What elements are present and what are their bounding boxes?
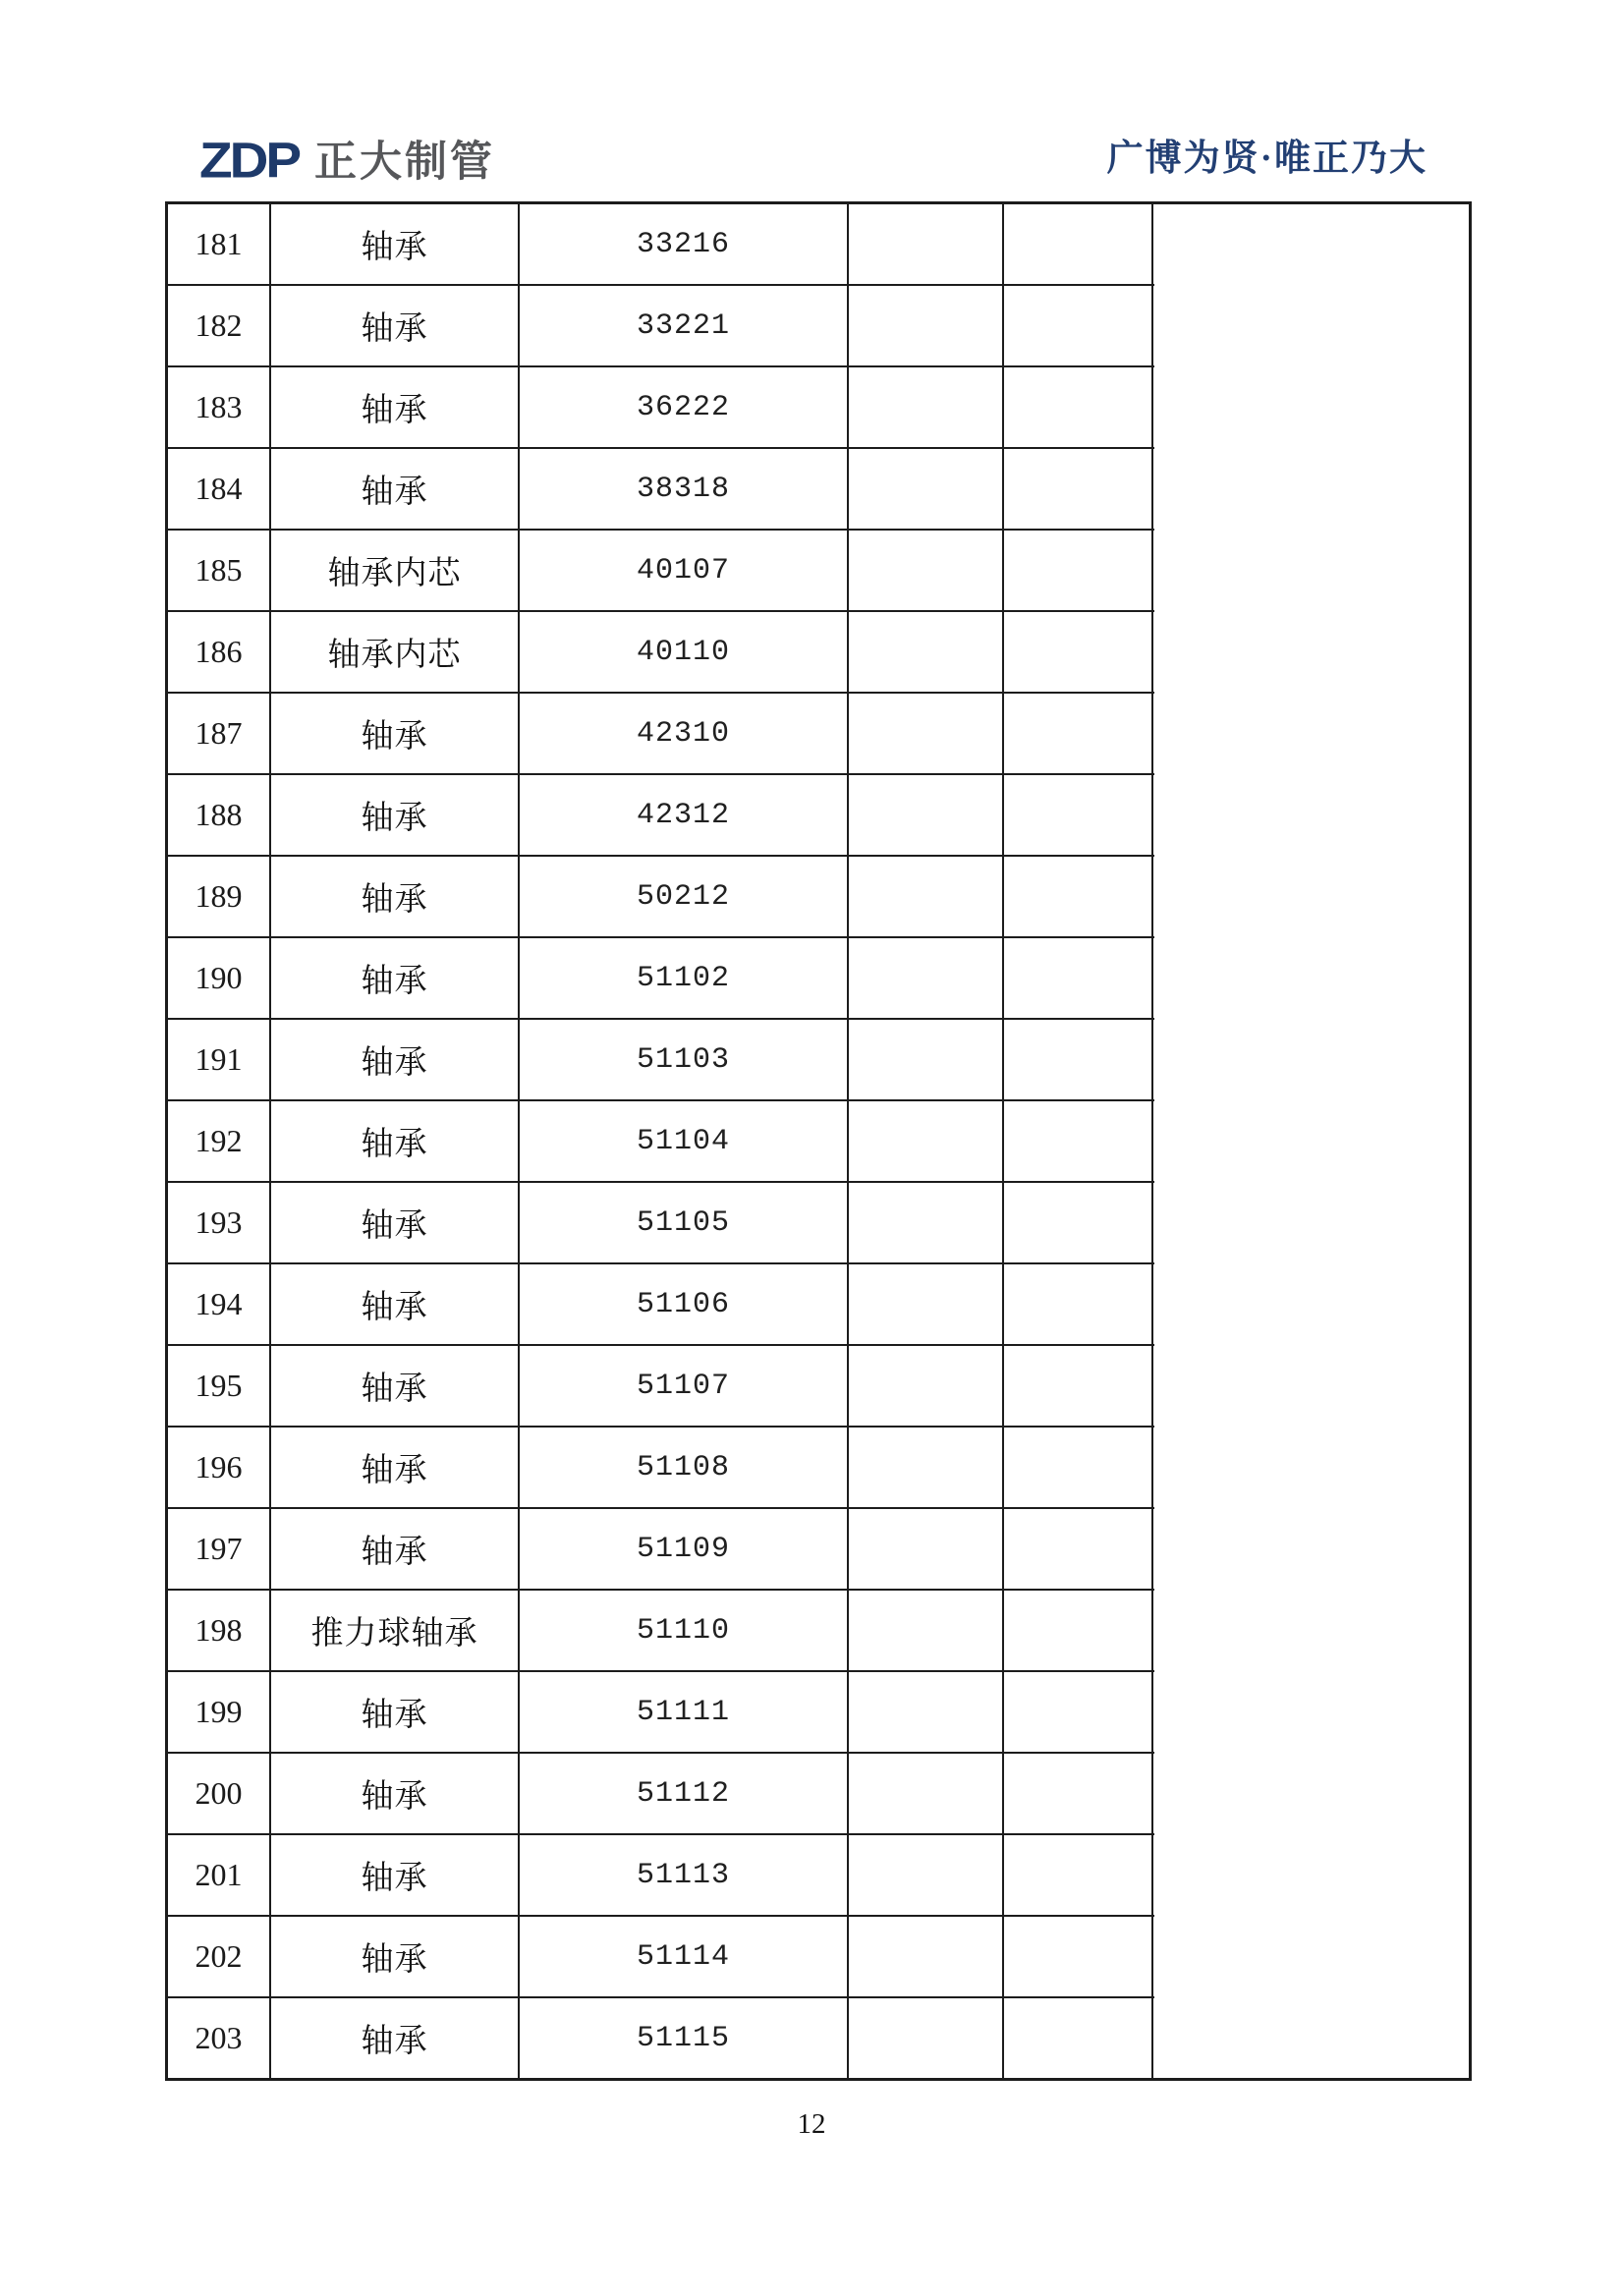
cell-empty-1 (849, 1509, 1004, 1589)
cell-empty-2 (1004, 1672, 1153, 1752)
cell-empty-1 (849, 1264, 1004, 1344)
cell-model-code: 51104 (520, 1101, 849, 1181)
cell-empty-2 (1004, 1917, 1153, 1996)
table-row (168, 204, 1154, 286)
cell-part-name: 轴承 (271, 204, 520, 284)
table-row (168, 1264, 1154, 1346)
cell-index: 189 (168, 857, 271, 936)
cell-part-name: 轴承 (271, 1428, 520, 1507)
cell-part-name: 轴承 (271, 938, 520, 1018)
cell-empty-2 (1004, 857, 1153, 936)
cell-model-code: 40107 (520, 531, 849, 610)
cell-model-code: 42312 (520, 775, 849, 855)
table-row (168, 1672, 1154, 1754)
table-row (168, 367, 1154, 449)
cell-model-code: 51112 (520, 1754, 849, 1833)
cell-empty-1 (849, 612, 1004, 692)
table-row (168, 612, 1154, 694)
table-row (168, 1998, 1154, 2078)
cell-model-code: 40110 (520, 612, 849, 692)
cell-empty-2 (1004, 1101, 1153, 1181)
table-row (168, 1020, 1154, 1101)
cell-empty-1 (849, 367, 1004, 447)
cell-empty-2 (1004, 1509, 1153, 1589)
cell-index: 197 (168, 1509, 271, 1589)
merged-remarks-cell (1154, 204, 1469, 2078)
cell-index: 199 (168, 1672, 271, 1752)
cell-index: 185 (168, 531, 271, 610)
cell-empty-2 (1004, 1264, 1153, 1344)
cell-index: 196 (168, 1428, 271, 1507)
cell-model-code: 51108 (520, 1428, 849, 1507)
cell-index: 192 (168, 1101, 271, 1181)
cell-model-code: 51110 (520, 1591, 849, 1670)
table-row (168, 1917, 1154, 1998)
cell-index: 190 (168, 938, 271, 1018)
cell-part-name: 轴承 (271, 1509, 520, 1589)
cell-index: 201 (168, 1835, 271, 1915)
cell-empty-2 (1004, 1591, 1153, 1670)
table-row (168, 1428, 1154, 1509)
table-row (168, 286, 1154, 367)
cell-index: 187 (168, 694, 271, 773)
cell-empty-1 (849, 204, 1004, 284)
cell-part-name: 轴承 (271, 1917, 520, 1996)
cell-index: 203 (168, 1998, 271, 2078)
cell-empty-1 (849, 1835, 1004, 1915)
cell-index: 188 (168, 775, 271, 855)
table-row (168, 1346, 1154, 1428)
cell-empty-1 (849, 938, 1004, 1018)
table-row (168, 1101, 1154, 1183)
cell-part-name: 轴承 (271, 857, 520, 936)
cell-index: 195 (168, 1346, 271, 1426)
cell-part-name: 轴承 (271, 449, 520, 529)
cell-model-code: 51107 (520, 1346, 849, 1426)
cell-part-name: 轴承 (271, 694, 520, 773)
table-row (168, 531, 1154, 612)
cell-empty-2 (1004, 1183, 1153, 1262)
cell-model-code: 51109 (520, 1509, 849, 1589)
cell-empty-1 (849, 531, 1004, 610)
cell-empty-1 (849, 1101, 1004, 1181)
cell-index: 193 (168, 1183, 271, 1262)
cell-model-code: 51111 (520, 1672, 849, 1752)
cell-empty-1 (849, 775, 1004, 855)
cell-empty-1 (849, 1998, 1004, 2078)
cell-part-name: 轴承 (271, 1101, 520, 1181)
cell-empty-1 (849, 1672, 1004, 1752)
cell-empty-2 (1004, 612, 1153, 692)
cell-model-code: 51113 (520, 1835, 849, 1915)
cell-model-code: 33221 (520, 286, 849, 365)
table-row (168, 938, 1154, 1020)
cell-model-code: 51105 (520, 1183, 849, 1262)
table-row (168, 1835, 1154, 1917)
cell-model-code: 42310 (520, 694, 849, 773)
cell-empty-1 (849, 1591, 1004, 1670)
cell-empty-2 (1004, 1998, 1153, 2078)
cell-empty-2 (1004, 449, 1153, 529)
cell-empty-1 (849, 857, 1004, 936)
cell-model-code: 33216 (520, 204, 849, 284)
table-row (168, 1509, 1154, 1591)
cell-empty-2 (1004, 775, 1153, 855)
cell-part-name: 轴承内芯 (271, 612, 520, 692)
cell-empty-2 (1004, 531, 1153, 610)
cell-empty-1 (849, 1346, 1004, 1426)
cell-model-code: 51102 (520, 938, 849, 1018)
cell-part-name: 轴承 (271, 1264, 520, 1344)
cell-part-name: 轴承 (271, 1672, 520, 1752)
logo-zdp-text: ZDP (199, 132, 299, 189)
cell-index: 186 (168, 612, 271, 692)
cell-empty-2 (1004, 1346, 1153, 1426)
cell-index: 194 (168, 1264, 271, 1344)
cell-part-name: 轴承 (271, 367, 520, 447)
cell-empty-1 (849, 1183, 1004, 1262)
cell-model-code: 36222 (520, 367, 849, 447)
cell-model-code: 38318 (520, 449, 849, 529)
cell-empty-1 (849, 1754, 1004, 1833)
header-slogan: 广博为贤·唯正乃大 (1106, 139, 1427, 179)
cell-empty-1 (849, 1428, 1004, 1507)
cell-model-code: 50212 (520, 857, 849, 936)
cell-part-name: 轴承 (271, 1020, 520, 1099)
cell-empty-2 (1004, 1428, 1153, 1507)
cell-model-code: 51106 (520, 1264, 849, 1344)
cell-empty-1 (849, 1917, 1004, 1996)
cell-index: 183 (168, 367, 271, 447)
cell-index: 181 (168, 204, 271, 284)
table-row (168, 694, 1154, 775)
cell-empty-1 (849, 449, 1004, 529)
cell-index: 191 (168, 1020, 271, 1099)
cell-empty-1 (849, 286, 1004, 365)
cell-part-name: 轴承 (271, 1754, 520, 1833)
cell-index: 184 (168, 449, 271, 529)
table-row (168, 857, 1154, 938)
logo-company-name: 正大制管 (314, 139, 495, 186)
cell-model-code: 51115 (520, 1998, 849, 2078)
table-row (168, 1591, 1154, 1672)
table-row (168, 449, 1154, 531)
cell-empty-1 (849, 1020, 1004, 1099)
table-row (168, 1754, 1154, 1835)
cell-part-name: 轴承 (271, 1835, 520, 1915)
cell-index: 202 (168, 1917, 271, 1996)
cell-index: 182 (168, 286, 271, 365)
table-rows-area (168, 204, 1154, 2078)
cell-empty-2 (1004, 938, 1153, 1018)
cell-part-name: 轴承 (271, 775, 520, 855)
table-row (168, 1183, 1154, 1264)
cell-empty-2 (1004, 1020, 1153, 1099)
cell-part-name: 轴承内芯 (271, 531, 520, 610)
cell-part-name: 轴承 (271, 1183, 520, 1262)
cell-part-name: 轴承 (271, 1346, 520, 1426)
cell-model-code: 51103 (520, 1020, 849, 1099)
table-row (168, 775, 1154, 857)
cell-index: 200 (168, 1754, 271, 1833)
parts-table (165, 201, 1472, 2081)
cell-part-name: 轴承 (271, 1998, 520, 2078)
cell-empty-2 (1004, 286, 1153, 365)
company-logo (199, 134, 495, 188)
cell-empty-2 (1004, 1754, 1153, 1833)
cell-empty-2 (1004, 694, 1153, 773)
cell-part-name: 推力球轴承 (271, 1591, 520, 1670)
cell-empty-2 (1004, 1835, 1153, 1915)
cell-empty-2 (1004, 367, 1153, 447)
cell-part-name: 轴承 (271, 286, 520, 365)
cell-empty-2 (1004, 204, 1153, 284)
page-number: 12 (797, 2108, 826, 2140)
cell-model-code: 51114 (520, 1917, 849, 1996)
cell-empty-1 (849, 694, 1004, 773)
cell-index: 198 (168, 1591, 271, 1670)
